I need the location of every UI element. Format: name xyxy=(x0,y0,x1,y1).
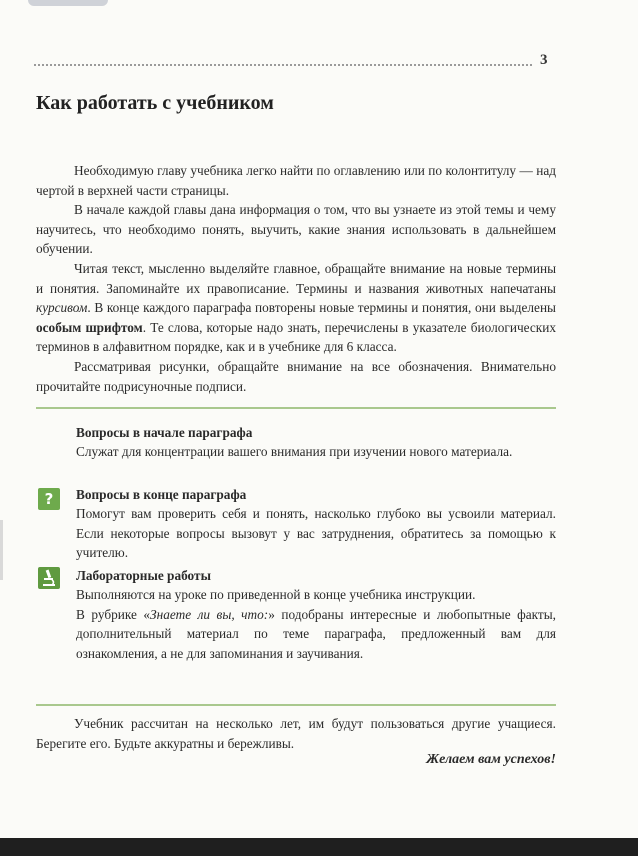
legend-heading: Вопросы в конце параграфа xyxy=(76,487,247,502)
closing-wish: Желаем вам успехов! xyxy=(426,752,556,767)
outro-section xyxy=(36,714,556,753)
legend-text: Служат для концентрации вашего внимания при изучении нового материала. xyxy=(76,444,513,460)
legend-heading: Лабораторные работы xyxy=(76,568,211,583)
know-note-before: В рубрике « xyxy=(76,606,151,622)
intro-paragraph-3 xyxy=(36,259,556,357)
intro-p3-middle: . В конце каждого параграфа повторены новые термины и понятия, они выделены xyxy=(87,300,556,316)
legend-questions-start xyxy=(76,423,556,462)
intro-p3-bold: особым шрифтом xyxy=(36,319,143,335)
green-divider-bottom xyxy=(36,704,556,706)
know-note xyxy=(76,605,556,663)
intro-paragraph-2: В начале каждой главы дана информация о том, что вы узнаете из этой темы и чему научитесь, что необходимо понять, выучить, какие знания использовать в дальнейшем обучении. xyxy=(36,202,556,257)
legend-text: Помогут вам проверить себя и понять, насколько глубоко вы усвоили материал. Если некоторые вопросы вызовут у вас затруднения, обратитесь за помощью к учителю. xyxy=(76,506,556,561)
microscope-icon-svg xyxy=(41,569,57,587)
legend-lab-works xyxy=(76,566,556,663)
intro-paragraph-4: Рассматривая рисунки, обращайте внимание на все обозначения. Внимательно прочитайте подрисуночные подписи. xyxy=(36,358,556,394)
microscope-icon xyxy=(38,567,60,589)
scan-edge-shadow xyxy=(28,0,108,6)
legend-text: Выполняются на уроке по приведенной в конце учебника инструкции. xyxy=(76,587,476,603)
outro-paragraph: Учебник рассчитан на несколько лет, им будут пользоваться другие учащиеся. Берегите его. Будьте аккуратны и бережливы. xyxy=(36,716,556,751)
legend-questions-end xyxy=(76,485,556,563)
intro-section xyxy=(36,161,556,396)
question-icon: ? xyxy=(38,488,60,510)
scan-bottom-edge xyxy=(0,838,638,856)
intro-p3-before: Читая текст, мысленно выделяйте главное, обращайте внимание на новые термины и понятия. Запоминайте их правописание. Термины и названия животных напечатаны xyxy=(36,260,556,296)
intro-paragraph-1: Необходимую главу учебника легко найти по оглавлению или по колонтитулу — над чертой в верхней части страницы. xyxy=(36,163,556,198)
scan-edge-mark xyxy=(0,520,3,580)
know-note-italic: Знаете ли вы, что: xyxy=(150,606,269,622)
legend-heading: Вопросы в начале параграфа xyxy=(76,425,253,440)
know-note-after: » подобраны интересные и любопытные факты, дополнительный материал по теме параграфа, предложенный вам для ознакомления, а не для запоминания и заучивания. xyxy=(76,606,556,661)
intro-p3-italic: курсивом xyxy=(36,300,88,316)
intro-p3-after: . Те слова, которые надо знать, перечислены в указателе биологических терминов в алфавитном порядке, как и в учебнике для 6 класса. xyxy=(36,319,556,355)
green-divider-top xyxy=(36,407,556,409)
header-dotted-rule xyxy=(34,64,532,66)
page-number: 3 xyxy=(540,52,548,68)
page-title: Как работать с учебником xyxy=(36,92,274,114)
